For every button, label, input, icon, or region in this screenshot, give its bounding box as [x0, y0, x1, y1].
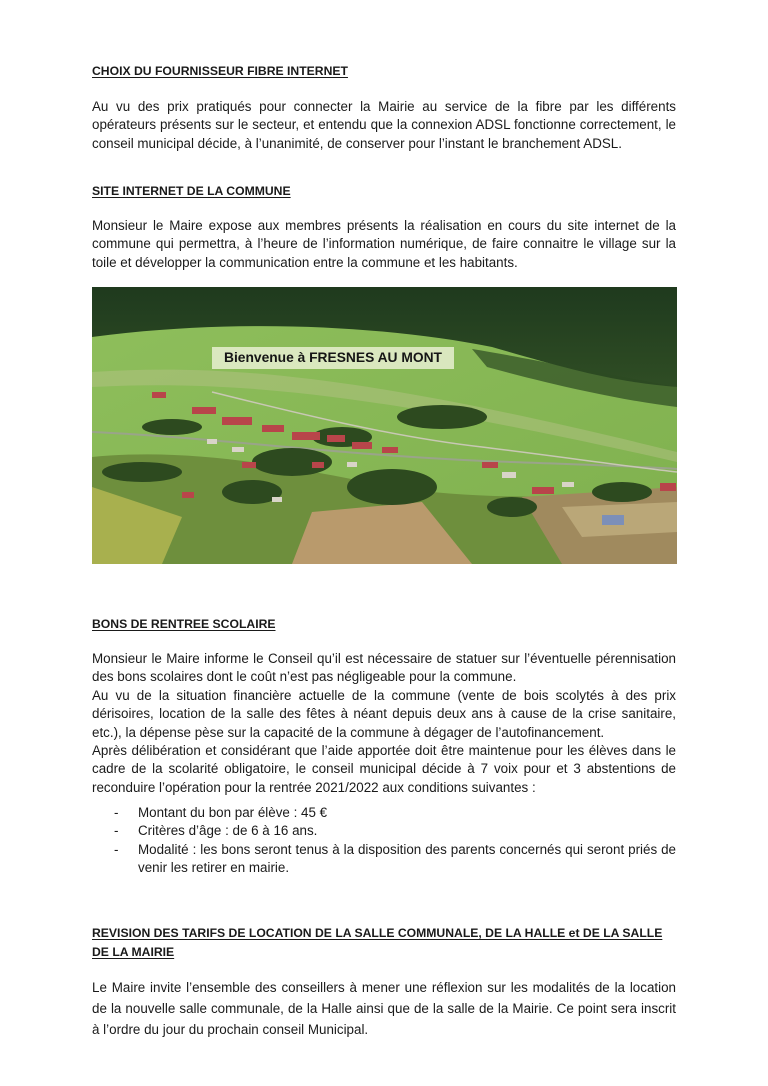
photo-caption: Bienvenue à FRESNES AU MONT [212, 347, 454, 369]
list-item [92, 804, 676, 822]
bullet-dash: - [114, 841, 119, 857]
heading-site-internet: SITE INTERNET DE LA COMMUNE [92, 184, 291, 198]
bullet-dash: - [114, 823, 119, 839]
conditions-list [92, 804, 676, 878]
paragraph-bons-3: Après délibération et considérant que l’aide apportée doit être maintenue pour les élèves dans le cadre de la scolarité obligatoire, le conseil municipal décide à 7 voix pour et 3 abstentions de reconduire l’opération pour la rentrée 2021/2022 aux conditions suivantes : [92, 743, 676, 795]
list-item-text: Critères d’âge : de 6 à 16 ans. [138, 823, 318, 839]
list-item [92, 841, 676, 878]
heading-fibre: CHOIX DU FOURNISSEUR FIBRE INTERNET [92, 64, 348, 78]
heading-revision-tarifs-text: REVISION DES TARIFS DE LOCATION DE LA SALLE COMMUNALE, DE LA HALLE et DE LA SALLE DE LA MAIRIE [92, 926, 663, 959]
heading-revision-tarifs [92, 924, 676, 962]
list-item-text: Modalité : les bons seront tenus à la disposition des parents concernés qui seront priés de venir les retirer en mairie. [138, 841, 676, 876]
village-aerial-photo [92, 287, 677, 564]
paragraph-site-internet: Monsieur le Maire expose aux membres présents la réalisation en cours du site internet de la commune qui permettra, à l’heure de l’information numérique, de faire connaitre le village sur la toile et développer la communication entre la commune et les habitants. [92, 218, 676, 270]
bullet-dash: - [114, 805, 119, 820]
aerial-landscape-image [92, 287, 677, 564]
list-item [92, 822, 676, 840]
paragraph-bons-1: Monsieur le Maire informe le Conseil qu’il est nécessaire de statuer sur l’éventuelle pérennisation des bons scolaires dont le coût n’est pas négligeable pour la commune. [92, 651, 676, 685]
paragraph-bons-2: Au vu de la situation financière actuelle de la commune (vente de bois scolytés à des prix dérisoires, location de la salle des fêtes à néant depuis deux ans à cause de la crise sanitaire, etc.), la dépense pèse sur la capacité de la commune à dégager de l’autofinancement. [92, 687, 676, 740]
paragraph-group-bons [92, 650, 676, 797]
heading-bons-rentree: BONS DE RENTREE SCOLAIRE [92, 617, 276, 631]
paragraph-fibre: Au vu des prix pratiqués pour connecter la Mairie au service de la fibre par les différents opérateurs présents sur le secteur, et entendu que la connexion ADSL fonctionne correctement, le conseil municipal décide, à l’unanimité, de conserver pour l’instant le branchement ADSL. [92, 99, 676, 151]
paragraph-tarifs: Le Maire invite l’ensemble des conseillers à mener une réflexion sur les modalités de la location de la nouvelle salle communale, de la Halle ainsi que de la salle de la Mairie. Ce point sera inscrit à l’ordre du jour du prochain conseil Municipal. [92, 980, 676, 1037]
list-item-text: Montant du bon par élève : 45 € [138, 805, 328, 820]
